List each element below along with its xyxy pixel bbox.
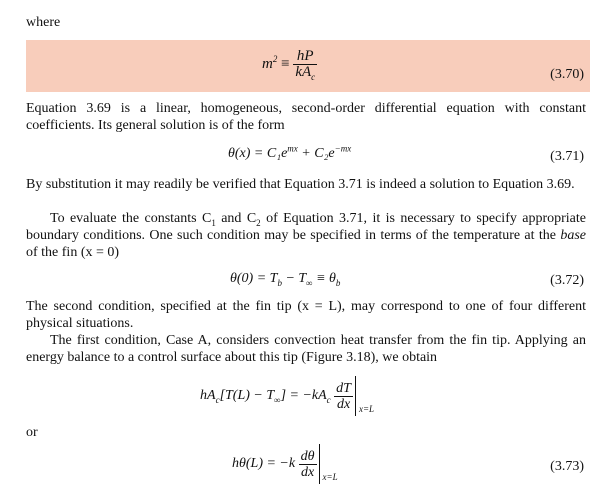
eq-370-denominator: $kA_c$ xyxy=(295,64,316,82)
eq-370-op: ≡ xyxy=(281,55,290,72)
equation-3-73: hθ(L) = −k $\frac{d\theta}{dx}$ x=L xyxy=(232,444,320,484)
equation-3-72: $\theta(0) = T_b - T_\infty \equiv \theta_b$ xyxy=(230,271,341,288)
eq-370-numerator: hP xyxy=(293,49,317,65)
eq-370-fraction xyxy=(293,49,317,80)
paragraph-substitution: By substitution it may readily be verified that Equation 3.71 is indeed a solution to Equation 3.69. xyxy=(26,177,575,192)
eq-373-number: (3.73) xyxy=(550,459,584,474)
eq-370-number: (3.70) xyxy=(550,67,584,82)
paragraph-second-condition: The second condition, specified at the fin tip (x = L), may correspond to one of four different physical situations. xyxy=(26,299,586,331)
eq-balance-eval-bar: x=L xyxy=(355,376,356,416)
equation-3-71: $\theta(x) = C_1e^{mx} + C_2e^{-mx}$ xyxy=(228,143,352,161)
eq-370-sup: 2 xyxy=(272,53,278,64)
where-word: where xyxy=(26,15,61,30)
eq-371-number: (3.71) xyxy=(550,149,584,164)
paragraph-general-solution: Equation 3.69 is a linear, homogeneous, second-order differential equation with constant coefficients. Its general solution is of the form xyxy=(26,101,586,133)
or-word: or xyxy=(26,425,38,440)
paragraph-boundary-conditions: To evaluate the constants $C_1$ and $C_2$ of Equation 3.71, it is necessary to specify appropriate boundary conditions. One such condition may be specified in terms of the temperature at the base of the fin (x = 0) xyxy=(26,211,586,260)
paragraph-case-a: The first condition, Case A, considers convection heat transfer from the fin tip. Applying an energy balance to a control surface about this tip (Figure 3.18), we obtain xyxy=(26,333,586,365)
eq-370-lhs: m xyxy=(262,55,273,72)
equation-3-70 xyxy=(262,49,317,80)
eq-373-fraction: $\frac{d\theta}{dx}$ xyxy=(300,448,315,480)
eq-373-eval-bar: x=L xyxy=(319,444,320,484)
equation-energy-balance: $hA_c[T(L) - T_\infty] = -kA_c$ $\frac{dT}{dx}$ x=L xyxy=(200,376,356,416)
eq-balance-fraction: $\frac{dT}{dx}$ xyxy=(336,380,351,412)
eq-372-number: (3.72) xyxy=(550,273,584,288)
